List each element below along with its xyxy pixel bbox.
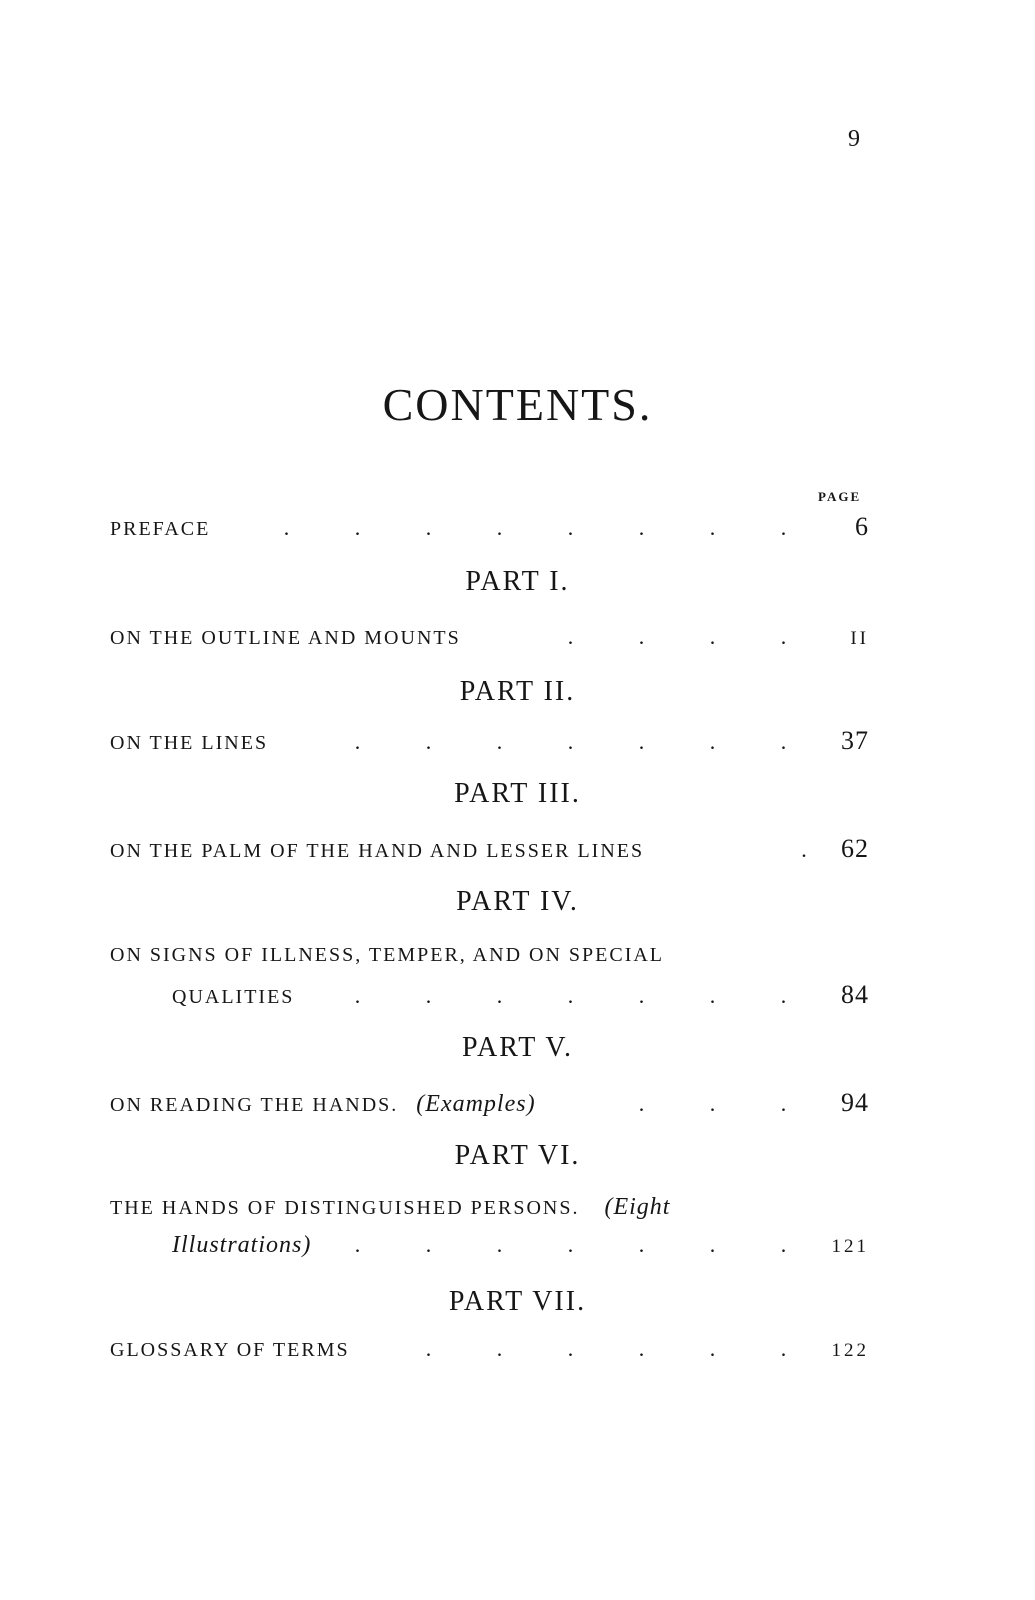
toc-entry-illness[interactable] — [172, 980, 869, 1010]
part-heading: PART III. — [454, 778, 581, 809]
toc-entry-illness-line1[interactable]: ON SIGNS OF ILLNESS, TEMPER, AND ON SPECIAL — [110, 944, 665, 966]
entry-label: ON THE LINES — [110, 732, 269, 754]
entry-page: 37 — [841, 726, 869, 755]
dot-leader: . . . — [638, 1091, 787, 1116]
entry-page: 84 — [841, 980, 869, 1009]
entry-page: 6 — [855, 512, 869, 541]
entry-page: 62 — [841, 834, 869, 863]
dot-leader: . — [801, 837, 807, 862]
part-heading: PART VII. — [448, 1286, 587, 1317]
dot-leader: . . . . . . . — [354, 983, 787, 1008]
entry-label: ON THE PALM OF THE HAND AND LESSER LINES — [110, 840, 645, 862]
entry-page: 121 — [831, 1236, 869, 1257]
dot-leader: . . . . . . — [425, 1336, 787, 1361]
part-heading: PART V. — [462, 1032, 573, 1063]
entry-label: QUALITIES — [172, 986, 295, 1008]
entry-label-italic: (Eight — [604, 1194, 671, 1220]
toc-entry-distinguished[interactable] — [172, 1232, 869, 1259]
part-heading: PART I. — [465, 566, 570, 597]
entry-label: ON READING THE HANDS. — [110, 1094, 399, 1116]
dot-leader: . . . . — [567, 624, 787, 649]
toc-entry-lines[interactable] — [110, 726, 869, 756]
entry-label-italic: (Examples) — [416, 1091, 536, 1117]
part-heading: PART VI. — [454, 1140, 581, 1171]
entry-page: 122 — [831, 1340, 869, 1361]
part-heading: PART II. — [459, 676, 576, 707]
dot-leader: . . . . . . . — [354, 1232, 787, 1257]
entry-label: PREFACE — [110, 518, 211, 540]
page-column-header: PAGE — [818, 489, 862, 504]
entry-label: THE HANDS OF DISTINGUISHED PERSONS. — [110, 1197, 580, 1219]
dot-leader: . . . . . . . — [354, 729, 787, 754]
entry-label: GLOSSARY OF TERMS — [110, 1339, 350, 1361]
part-heading: PART IV. — [456, 886, 579, 917]
toc-entry-glossary[interactable] — [110, 1336, 869, 1362]
entry-page: II — [850, 628, 869, 649]
page-number: 9 — [848, 126, 860, 152]
entry-page: 94 — [841, 1088, 869, 1117]
entry-label-italic: Illustrations) — [172, 1232, 312, 1258]
dot-leader: . . . . . . . . — [283, 515, 787, 540]
entry-label: ON THE OUTLINE AND MOUNTS — [110, 627, 461, 649]
toc-entry-distinguished-line1[interactable] — [110, 1194, 670, 1221]
toc-entry-outline-mounts[interactable] — [110, 624, 869, 650]
toc-entry-reading[interactable] — [110, 1088, 869, 1118]
toc-entry-palm[interactable] — [110, 834, 869, 864]
toc-entry-preface[interactable] — [110, 512, 869, 542]
contents-title: CONTENTS. — [382, 379, 653, 430]
